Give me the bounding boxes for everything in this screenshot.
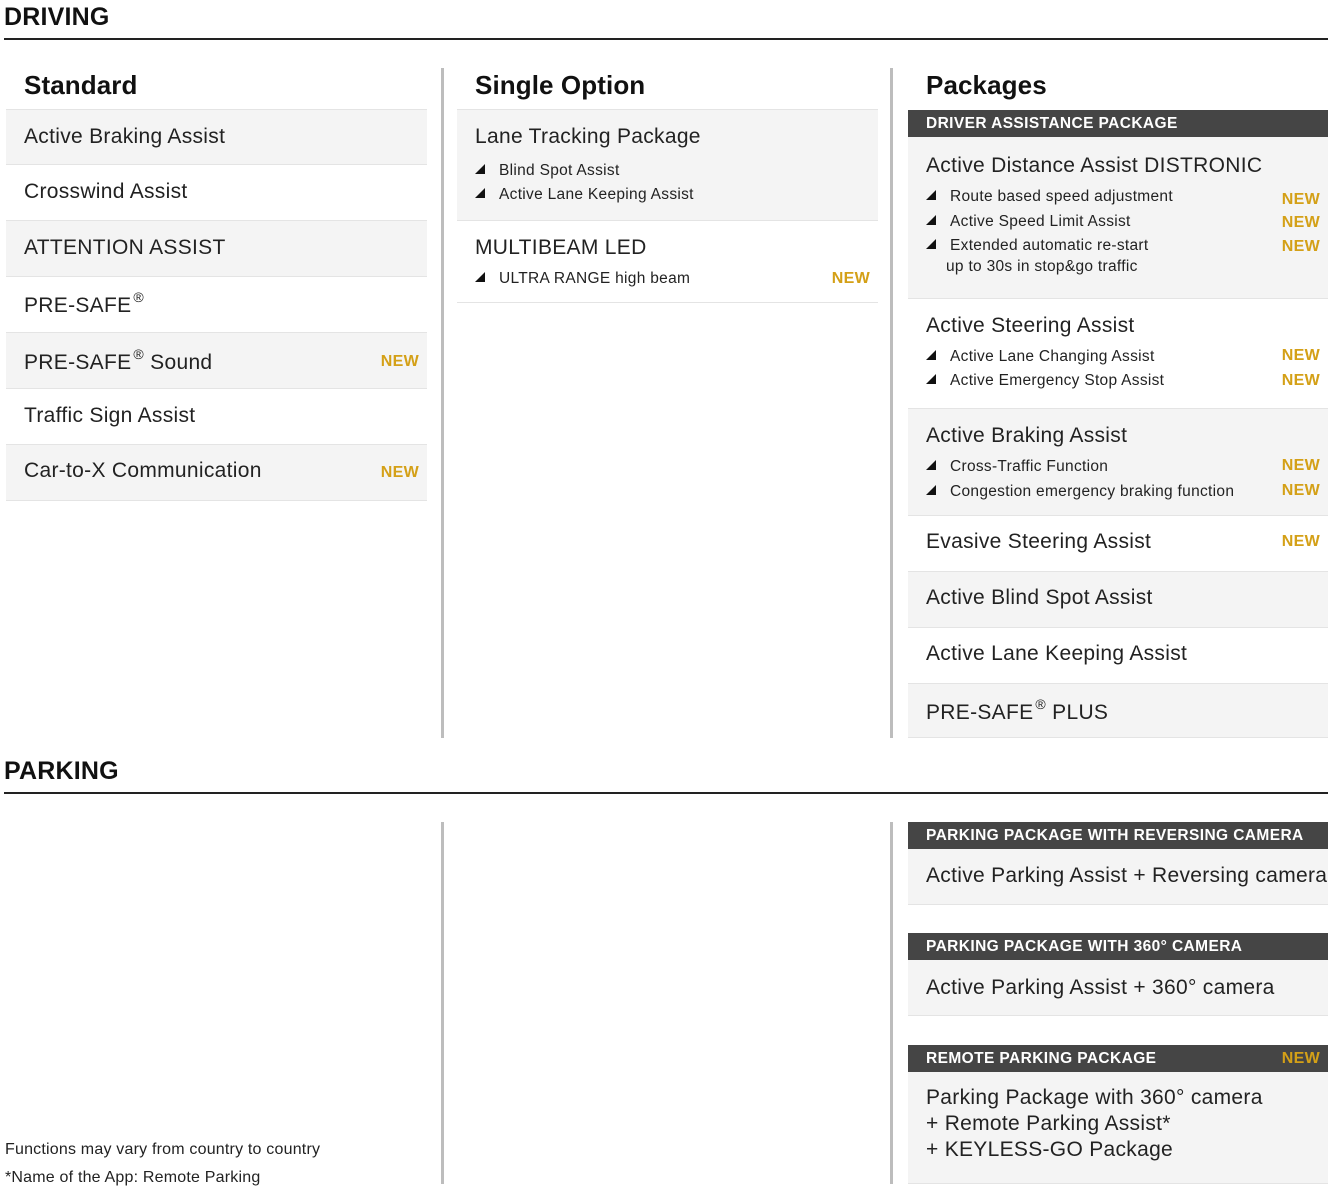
list-item <box>6 109 427 165</box>
feature-label: PRE-SAFE ® <box>24 289 145 317</box>
package-item-title: Active Braking Assist <box>926 424 1128 447</box>
new-badge: NEW <box>1281 1050 1320 1067</box>
package-item-title: Active Distance Assist DISTRONIC <box>926 154 1263 177</box>
sub-item: Route based speed adjustment <box>926 187 1173 207</box>
option-lane-tracking <box>457 109 878 221</box>
sub-item: Blind Spot Assist <box>475 161 620 181</box>
package-bar-parking-360: PARKING PACKAGE WITH 360° CAMERA <box>908 933 1328 960</box>
bullet-triangle-icon <box>926 215 936 225</box>
sub-item: Active Lane Changing Assist <box>926 347 1155 367</box>
sub-item: Extended automatic re-start <box>926 236 1149 256</box>
list-item <box>6 389 427 445</box>
sub-item: ULTRA RANGE high beam <box>475 269 690 289</box>
new-badge: NEW <box>1281 533 1320 550</box>
column-divider <box>441 68 444 738</box>
list-item <box>6 221 427 277</box>
package-item-blind-spot <box>908 572 1328 628</box>
footnote-country: Functions may vary from country to country <box>5 1141 321 1158</box>
sub-item: Active Lane Keeping Assist <box>475 185 694 205</box>
package-item-line: + KEYLESS-GO Package <box>926 1138 1174 1161</box>
bullet-triangle-icon <box>475 272 485 282</box>
bullet-triangle-icon <box>475 188 485 198</box>
package-item-parking-reversing <box>908 849 1328 905</box>
package-item-remote-parking <box>908 1072 1328 1184</box>
bullet-triangle-icon <box>475 164 485 174</box>
option-title: Lane Tracking Package <box>475 125 701 148</box>
bullet-triangle-icon <box>926 239 936 249</box>
new-badge: NEW <box>1281 238 1320 255</box>
new-badge: NEW <box>1281 482 1320 499</box>
package-bar-driver-assistance: DRIVER ASSISTANCE PACKAGE <box>908 110 1328 137</box>
package-item-line: Parking Package with 360° camera <box>926 1086 1263 1109</box>
feature-label: Car-to-X Communication <box>24 459 262 482</box>
sub-item: Active Speed Limit Assist <box>926 212 1131 232</box>
package-item-braking <box>908 409 1328 516</box>
sub-item: Congestion emergency braking function <box>926 482 1234 502</box>
package-item-title: Active Parking Assist + 360° camera <box>926 976 1275 999</box>
list-item <box>6 445 427 501</box>
feature-label: Traffic Sign Assist <box>24 404 196 427</box>
sub-item: Cross-Traffic Function <box>926 457 1108 477</box>
new-badge: NEW <box>380 353 419 370</box>
column-divider <box>890 822 893 1184</box>
package-item-parking-360 <box>908 960 1328 1016</box>
new-badge: NEW <box>1281 214 1320 231</box>
option-multibeam <box>457 221 878 303</box>
registered-mark: ® <box>1035 696 1047 712</box>
list-item <box>6 333 427 389</box>
feature-label: Active Braking Assist <box>24 125 226 148</box>
package-bar-parking-reversing: PARKING PACKAGE WITH REVERSING CAMERA <box>908 822 1328 849</box>
new-badge: NEW <box>1281 191 1320 208</box>
section-title-driving: DRIVING <box>4 3 110 31</box>
new-badge: NEW <box>1281 372 1320 389</box>
package-item-presafe-plus <box>908 684 1328 738</box>
registered-mark: ® <box>133 346 145 362</box>
package-item-title: Active Parking Assist + Reversing camera <box>926 864 1328 887</box>
feature-label: PRE-SAFE ® Sound <box>24 346 213 374</box>
column-heading-standard: Standard <box>24 70 138 100</box>
package-item-title: PRE-SAFE ® PLUS <box>926 696 1109 724</box>
package-item-title: Active Blind Spot Assist <box>926 586 1153 609</box>
package-item-title: Active Steering Assist <box>926 314 1135 337</box>
bullet-triangle-icon <box>926 460 936 470</box>
list-item <box>6 165 427 221</box>
column-divider <box>890 68 893 738</box>
sub-item-continued: up to 30s in stop&go traffic <box>946 258 1138 275</box>
feature-label: ATTENTION ASSIST <box>24 236 226 259</box>
column-heading-packages: Packages <box>926 70 1047 100</box>
package-item-line: + Remote Parking Assist* <box>926 1112 1171 1135</box>
new-badge: NEW <box>1281 457 1320 474</box>
package-bar-remote-parking: REMOTE PARKING PACKAGE NEW <box>908 1045 1328 1072</box>
column-divider <box>441 822 444 1184</box>
new-badge: NEW <box>1281 347 1320 364</box>
section-rule-driving <box>4 38 1328 40</box>
package-item-title: Active Lane Keeping Assist <box>926 642 1188 665</box>
feature-label: Crosswind Assist <box>24 180 188 203</box>
sub-item: Active Emergency Stop Assist <box>926 371 1164 391</box>
footnote-app-name: *Name of the App: Remote Parking <box>5 1169 261 1186</box>
column-heading-single-option: Single Option <box>475 70 646 100</box>
list-item <box>6 277 427 333</box>
bullet-triangle-icon <box>926 374 936 384</box>
package-item-lane-keeping <box>908 628 1328 684</box>
package-item-evasive <box>908 516 1328 572</box>
option-title: MULTIBEAM LED <box>475 236 647 259</box>
new-badge: NEW <box>380 464 419 481</box>
registered-mark: ® <box>133 289 145 305</box>
package-item-steering <box>908 299 1328 409</box>
bullet-triangle-icon <box>926 190 936 200</box>
new-badge: NEW <box>831 270 870 287</box>
package-item-distronic <box>908 137 1328 299</box>
bullet-triangle-icon <box>926 485 936 495</box>
package-item-title: Evasive Steering Assist <box>926 530 1152 553</box>
bullet-triangle-icon <box>926 350 936 360</box>
section-rule-parking <box>4 792 1328 794</box>
section-title-parking: PARKING <box>4 757 119 785</box>
